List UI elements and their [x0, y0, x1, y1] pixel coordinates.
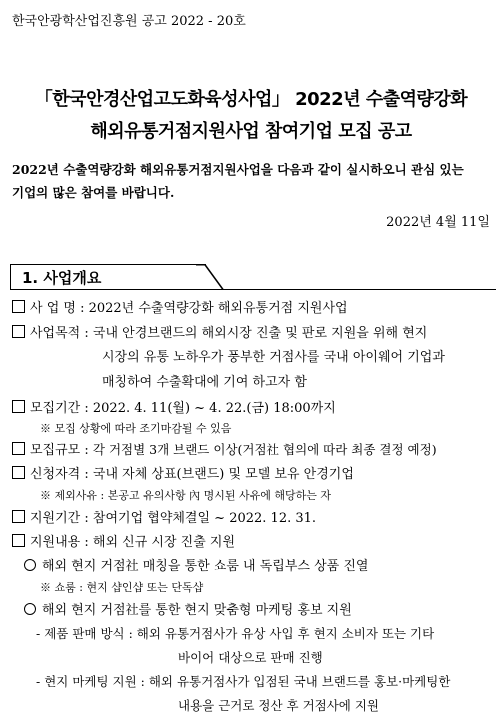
checkbox-icon	[12, 510, 25, 523]
section-header-slant	[196, 264, 226, 291]
item-label: 지원기간 :	[30, 511, 89, 526]
checkbox-icon	[12, 466, 25, 479]
item-scale	[12, 439, 437, 458]
support-sub-2-text: 해외 현지 거점社를 통한 현지 맞춤형 마케팅 홍보 지원	[42, 603, 352, 618]
circle-bullet-icon	[24, 603, 36, 615]
item-text: 2022. 4. 11(월) ~ 4. 22.(금) 18:00까지	[92, 401, 336, 416]
support-dash-1-cont: 바이어 대상으로 판매 진행	[178, 650, 323, 665]
item-eligibility-note: ※ 제외사유 : 본공고 유의사항 內 명시된 사유에 해당하는 자	[40, 489, 331, 502]
support-dash-2-cont: 내용을 근거로 정산 후 거점사에 지원	[178, 698, 379, 713]
item-label: 지원내용 :	[30, 535, 89, 550]
section-rule	[10, 289, 496, 290]
item-label: 모집규모 :	[30, 443, 89, 458]
item-purpose	[12, 322, 427, 341]
support-dash-1: - 제품 판매 방식 : 해외 유통거점사가 유상 사입 후 현지 소비자 또는 기타	[36, 626, 435, 641]
item-support-content	[12, 531, 235, 550]
support-dash-2: - 현지 마케팅 지원 : 해외 유통거점사가 입점된 국내 브랜드를 홍보·마케팅한	[36, 674, 451, 689]
checkbox-icon	[12, 325, 25, 338]
section-title: 1. 사업개요	[22, 269, 102, 287]
item-text: 해외 신규 시장 진출 지원	[92, 535, 236, 550]
notice-number: 한국안광학산업진흥원 공고 2022 - 20호	[12, 14, 246, 29]
support-sub-1-text: 해외 현지 거점社 매칭을 통한 쇼룸 내 독립부스 상품 진열	[42, 559, 369, 574]
item-project-name	[12, 297, 348, 316]
item-text: 참여기업 협약체결일 ~ 2022. 12. 31.	[92, 511, 317, 526]
item-text: 국내 자체 상표(브랜드) 및 모델 보유 안경기업	[92, 467, 354, 482]
support-sub-2	[24, 599, 352, 618]
item-label: 신청자격 :	[30, 467, 89, 482]
item-support-period	[12, 507, 316, 526]
item-purpose-cont-1: 시장의 유통 노하우가 풍부한 거점사를 국내 아이웨어 기업과	[102, 350, 445, 365]
item-period	[12, 397, 336, 416]
checkbox-icon	[12, 442, 25, 455]
checkbox-icon	[12, 300, 25, 313]
item-text: 국내 안경브랜드의 해외시장 진출 및 판로 지원을 위해 현지	[92, 326, 428, 341]
intro-line-1: 2022년 수출역량강화 해외유통거점지원사업을 다음과 같이 실시하오니 관심 있는	[12, 162, 464, 177]
support-sub-1-note: ※ 쇼룸 : 현지 샵인샵 또는 단독샵	[40, 581, 204, 594]
checkbox-icon	[12, 400, 25, 413]
item-label: 사 업 명 :	[30, 301, 85, 316]
title-line-1: 「한국안경산업고도화육성사업」 2022년 수출역량강화	[34, 89, 468, 110]
item-label: 모집기간 :	[30, 401, 89, 416]
item-label: 사업목적 :	[30, 326, 89, 341]
circle-bullet-icon	[24, 559, 36, 571]
item-text: 각 거점별 3개 브랜드 이상(거점社 협의에 따라 최종 결정 예정)	[92, 442, 437, 457]
checkbox-icon	[12, 534, 25, 547]
item-purpose-cont-2: 매칭하여 수출확대에 기여 하고자 함	[102, 375, 307, 390]
item-eligibility	[12, 463, 354, 482]
item-period-note: ※ 모집 상황에 따라 조기마감될 수 있음	[40, 422, 232, 435]
support-sub-1	[24, 555, 368, 574]
notice-date: 2022년 4월 11일	[386, 215, 490, 230]
title-line-2: 해외유통거점지원사업 참여기업 모집 공고	[90, 121, 412, 142]
item-text: 2022년 수출역량강화 해외유통거점 지원사업	[88, 301, 348, 316]
intro-line-2: 기업의 많은 참여를 바랍니다.	[12, 185, 175, 200]
